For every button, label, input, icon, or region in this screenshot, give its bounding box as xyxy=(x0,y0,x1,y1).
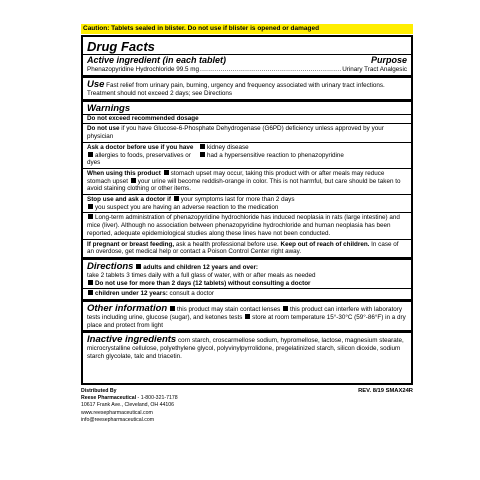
children-label: children under 12 years: xyxy=(95,290,168,298)
bullet-square-icon xyxy=(88,152,93,157)
when-using-item-2: your urine will become reddish-orange in color. This is not harmful, but care should be taken to avoid staining clothing or other items. xyxy=(87,177,401,193)
use-text: Fast relief from urinary pain, burning, urgency and frequency associated with urinary tract infections. Treatment should not exceed 2 days; see Directions xyxy=(87,82,385,97)
company-phone: - 1-800-321-7178 xyxy=(136,395,178,402)
distributor-footer xyxy=(81,388,413,424)
purpose-heading: Purpose xyxy=(370,55,407,65)
ask-doctor-item-3 xyxy=(199,152,407,167)
bullet-square-icon xyxy=(136,264,141,269)
when-using-block xyxy=(87,170,407,193)
active-heading-row xyxy=(83,54,411,66)
directions-adults: adults and children 12 years and over: xyxy=(143,263,259,271)
active-heading-line xyxy=(87,55,407,66)
company-website: www.reesepharmaceutical.com xyxy=(81,409,153,416)
divider xyxy=(83,288,411,289)
overdose-text: In case of an overdose, get medical help or contact a Poison Control Center right away. xyxy=(87,240,399,256)
do-not-use-warning xyxy=(87,125,407,140)
bullet-square-icon xyxy=(170,306,175,311)
ask-doctor-item-2-text: kidney disease xyxy=(207,143,249,151)
bullet-square-icon xyxy=(200,144,205,149)
bullet-square-icon xyxy=(88,214,93,219)
ask-doctor-block xyxy=(87,144,407,167)
ingredient-row xyxy=(87,66,407,74)
keep-out-label: Keep out of reach of children. xyxy=(280,240,370,248)
company-address: 10617 Frank Ave., Cleveland, OH 44106 xyxy=(81,402,175,409)
bullet-square-icon xyxy=(164,170,169,175)
other-information-heading: Other information xyxy=(87,303,168,315)
company-name: Reese Pharmaceutical xyxy=(81,395,137,402)
do-not-use-text: if you have Glucose-6-Phosphate Dehydrogenase (G6PD) deficiency unless approved by your physician xyxy=(87,125,384,141)
ask-doctor-heading: Ask a doctor before use if you have xyxy=(87,143,194,151)
company-line xyxy=(81,395,413,402)
divider xyxy=(83,194,411,195)
stop-use-heading: Stop use and ask a doctor if xyxy=(87,196,171,204)
pregnancy-text: ask a health professional before use. xyxy=(174,240,281,248)
ask-doctor-item-1-text: allergies to foods, preservatives or dyes xyxy=(87,151,191,167)
revision-code: REV. 8/19 SMAX24R xyxy=(358,388,413,394)
long-term-warning xyxy=(87,214,407,237)
bullet-square-icon xyxy=(245,314,250,319)
ask-doctor-item-3-text: had a hypersensitive reaction to phenazopyridine xyxy=(207,151,344,159)
ingredient-name: Phenazopyridine Hydrochloride 99.5 mg xyxy=(87,66,200,73)
drug-facts-panel xyxy=(81,35,413,385)
use-section xyxy=(83,75,411,99)
bullet-square-icon xyxy=(88,290,93,295)
bullet-square-icon xyxy=(200,152,205,157)
inactive-ingredients-section xyxy=(83,330,411,361)
divider xyxy=(83,142,411,143)
use-heading: Use xyxy=(87,79,105,90)
children-text: consult a doctor xyxy=(167,290,214,298)
active-ingredient-section xyxy=(83,37,411,75)
stop-use-block xyxy=(87,196,407,211)
directions-do-not-use xyxy=(87,280,407,288)
caution-banner: Caution: Tablets sealed in blister. Do not use if blister is opened or damaged xyxy=(81,24,413,34)
company-email: info@reesepharmaceutical.com xyxy=(81,416,155,423)
distributed-by-label: Distributed By xyxy=(81,388,117,394)
stop-use-item-2: you suspect you are having an adverse reaction to the medication xyxy=(95,203,279,211)
bullet-square-icon xyxy=(283,306,288,311)
divider xyxy=(83,239,411,240)
stop-use-item-1: your symptoms last for more than 2 days xyxy=(180,196,295,204)
directions-section xyxy=(83,257,411,299)
other-item-1: this product may stain contact lenses xyxy=(176,306,281,314)
inactive-ingredients-text: corn starch, croscarmellose sodium, hypromellose, lactose, magnesium stearate, microcrystalline cellulose, polyethylene glycol, polyvinylpyrrolidone, pregelatinized starch, silicon dioxide, sodium starch glycolate, talc and triacetin. xyxy=(87,337,404,361)
divider xyxy=(83,168,411,169)
when-using-heading: When using this product xyxy=(87,169,161,177)
divider xyxy=(83,212,411,213)
bullet-square-icon xyxy=(88,204,93,209)
pregnancy-warning xyxy=(87,241,407,256)
directions-take: take 2 tablets 3 times daily with a full glass of water, with or after meals as needed xyxy=(87,271,316,279)
ask-doctor-item-1 xyxy=(87,152,195,167)
other-information-section xyxy=(83,299,411,330)
other-item-2: this product can interfere with laboratory tests including urine, glucose (sugar), and ketones tests xyxy=(87,306,402,322)
when-using-item-1: stomach upset may occur, taking this product with or after meals may reduce stomach upset xyxy=(87,169,385,185)
active-heading: Active ingredient (in each tablet) xyxy=(87,55,227,65)
other-item-3: store at room temperature 15°-30°C (59°-86°F) in a dry place and protect from light xyxy=(87,314,406,329)
ingredient-purpose: Urinary Tract Analgesic xyxy=(342,66,407,73)
warnings-section xyxy=(83,99,411,257)
bullet-square-icon xyxy=(88,280,93,285)
directions-heading: Directions xyxy=(87,260,134,272)
directions-children xyxy=(87,290,407,298)
long-term-text: Long-term administration of phenazopyridine hydrochloride has induced neoplasia in rats (large intestine) and mice (liver). Although no association between phenazopyridine hydrochloride and human neoplasia has been reported, adequate epidemiological studies along these lines have not been conducted. xyxy=(87,214,400,237)
leader-dots xyxy=(200,66,341,74)
do-not-use-label: Do not use xyxy=(87,125,120,133)
directions-do-not-use-text: Do not use for more than 2 days (12 tablets) without consulting a doctor xyxy=(95,279,311,287)
drug-facts-title: Drug Facts xyxy=(87,39,155,54)
dosage-warning: Do not exceed recommended dosage xyxy=(83,114,411,123)
divider xyxy=(83,123,411,124)
warnings-heading: Warnings xyxy=(87,102,131,114)
bullet-square-icon xyxy=(174,196,179,201)
bullet-square-icon xyxy=(131,178,136,183)
ask-doctor-item-2 xyxy=(199,144,407,152)
pregnancy-label: If pregnant or breast feeding, xyxy=(87,240,175,248)
inactive-ingredients-heading: Inactive ingredients xyxy=(87,334,177,346)
